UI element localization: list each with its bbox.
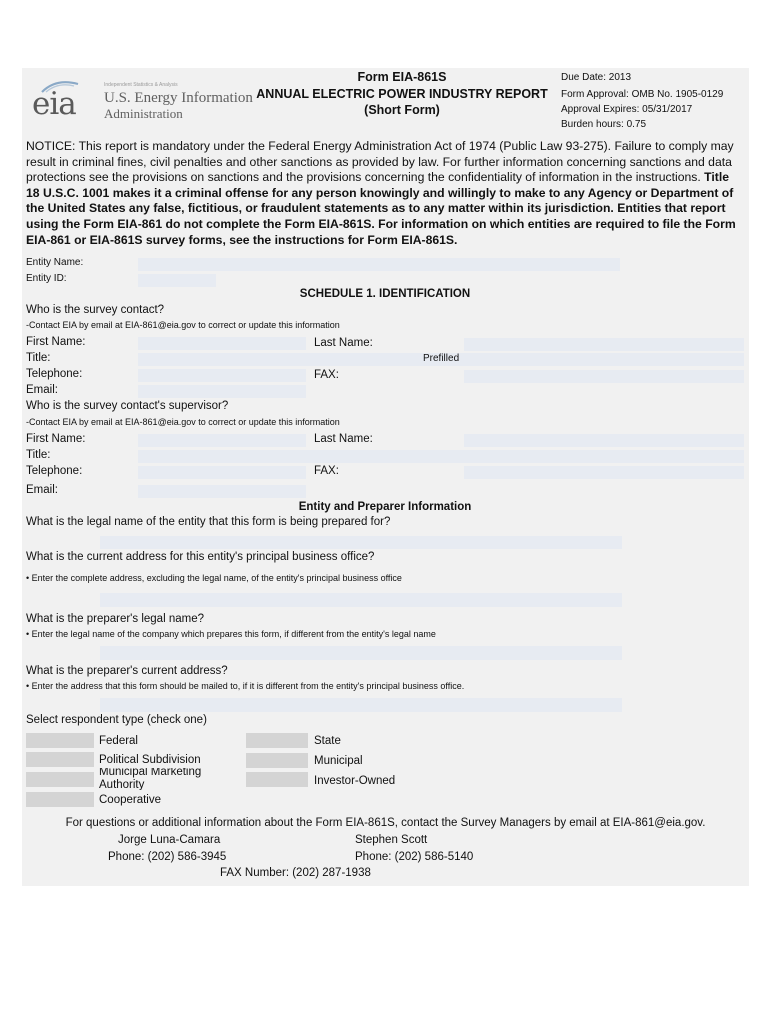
supervisor-first-name-field[interactable] bbox=[138, 434, 306, 447]
option-state: State bbox=[314, 735, 341, 747]
survey-contact-note: -Contact EIA by email at EIA-861@eia.gov to correct or update this information bbox=[26, 320, 340, 330]
contact-telephone-field[interactable] bbox=[138, 369, 306, 382]
prefilled-note: Prefilled bbox=[423, 353, 460, 364]
manager2-phone: Phone: (202) 586-5140 bbox=[355, 851, 474, 863]
supervisor-telephone-field[interactable] bbox=[138, 466, 306, 479]
checkbox-state[interactable] bbox=[246, 733, 308, 748]
preparer-address-field[interactable] bbox=[100, 698, 622, 712]
checkbox-municipal[interactable] bbox=[246, 753, 308, 768]
contact-fax-field[interactable] bbox=[464, 370, 744, 383]
entity-name-label: Entity Name: bbox=[26, 257, 84, 268]
logo-tagline: Independent Statistics & Analysis bbox=[104, 82, 178, 88]
entity-id-label: Entity ID: bbox=[26, 273, 67, 284]
address-field[interactable] bbox=[100, 593, 622, 607]
legal-name-question: What is the legal name of the entity that this form is being prepared for? bbox=[26, 516, 391, 528]
supervisor-fax-label: FAX: bbox=[314, 465, 339, 477]
form-title: ANNUAL ELECTRIC POWER INDUSTRY REPORT bbox=[256, 87, 548, 101]
manager2-name: Stephen Scott bbox=[355, 834, 428, 846]
contact-last-name-label: Last Name: bbox=[314, 337, 373, 349]
contact-first-name-label: First Name: bbox=[26, 336, 86, 348]
supervisor-email-field[interactable] bbox=[138, 485, 306, 498]
contact-first-name-field[interactable] bbox=[138, 337, 306, 350]
preparer-name-field[interactable] bbox=[100, 646, 622, 660]
option-municipal-marketing-authority: Municipal Marketing Authority bbox=[99, 768, 202, 790]
approval-expires: Approval Expires: 05/31/2017 bbox=[561, 104, 693, 115]
checkbox-political-subdivision[interactable] bbox=[26, 752, 94, 767]
supervisor-email-label: Email: bbox=[26, 484, 58, 496]
supervisor-title-field[interactable] bbox=[138, 450, 744, 463]
contact-fax-label: FAX: bbox=[314, 369, 339, 381]
supervisor-question: Who is the survey contact's supervisor? bbox=[26, 400, 229, 412]
schedule-title: SCHEDULE 1. IDENTIFICATION bbox=[299, 288, 471, 300]
respondent-type-label: Select respondent type (check one) bbox=[26, 714, 207, 726]
checkbox-cooperative[interactable] bbox=[26, 792, 94, 807]
burden-hours: Burden hours: 0.75 bbox=[561, 119, 647, 130]
form-subtitle: (Short Form) bbox=[364, 103, 440, 117]
checkbox-federal[interactable] bbox=[26, 733, 94, 748]
supervisor-note: -Contact EIA by email at EIA-861@eia.gov to correct or update this information bbox=[26, 417, 340, 427]
logo-mark: eia bbox=[32, 86, 76, 122]
fax-number: FAX Number: (202) 287-1938 bbox=[220, 867, 371, 879]
address-question: What is the current address for this entity's principal business office? bbox=[26, 551, 375, 563]
preparer-name-question: What is the preparer's legal name? bbox=[26, 613, 204, 625]
preparer-name-note: • Enter the legal name of the company which prepares this form, if different from the entity's legal name bbox=[26, 629, 436, 639]
notice-plain: NOTICE: This report is mandatory under the Federal Energy Administration Act of 1974 (Public Law 93-275). Failure to comply may result in criminal fines, civil penalties and other sanctions as provided by law. For further information concerning sanctions and data protections see the provisions on sanctions and the provisions concerning the confidentiality of information in the instructions. bbox=[26, 139, 734, 185]
contact-email-field[interactable] bbox=[138, 385, 306, 398]
option-political-subdivision: Political Subdivision bbox=[99, 754, 201, 766]
contact-email-label: Email: bbox=[26, 384, 58, 396]
manager1-name: Jorge Luna-Camara bbox=[118, 834, 221, 846]
checkbox-municipal-marketing-authority[interactable] bbox=[26, 772, 94, 787]
supervisor-fax-field[interactable] bbox=[464, 466, 744, 479]
option-municipal: Municipal bbox=[314, 755, 363, 767]
supervisor-last-name-field[interactable] bbox=[464, 434, 744, 447]
contact-last-name-field[interactable] bbox=[464, 338, 744, 351]
contact-title-label: Title: bbox=[26, 352, 51, 364]
logo-line2: Administration bbox=[104, 106, 183, 121]
supervisor-title-label: Title: bbox=[26, 449, 51, 461]
legal-name-field[interactable] bbox=[100, 536, 622, 549]
option-municipal-marketing-clip bbox=[99, 768, 209, 790]
preparer-address-note: • Enter the address that this form should be mailed to, if it is different from the entity's principal business office. bbox=[26, 681, 465, 691]
checkbox-investor-owned[interactable] bbox=[246, 772, 308, 787]
entity-id-field[interactable] bbox=[138, 274, 216, 287]
contact-telephone-label: Telephone: bbox=[26, 368, 83, 380]
preparer-address-question: What is the preparer's current address? bbox=[26, 665, 228, 677]
address-note: • Enter the complete address, excluding the legal name, of the entity's principal business office bbox=[26, 573, 402, 583]
form-number: Form EIA-861S bbox=[357, 70, 447, 84]
supervisor-last-name-label: Last Name: bbox=[314, 433, 373, 445]
option-federal: Federal bbox=[99, 735, 138, 747]
questions-contact-text: For questions or additional information about the Form EIA-861S, contact the Survey Managers by email at EIA-861@eia.gov. bbox=[65, 817, 706, 829]
entity-name-field[interactable] bbox=[138, 258, 620, 271]
logo-line1: U.S. Energy Information bbox=[104, 90, 253, 106]
notice-text bbox=[26, 139, 742, 248]
entity-preparer-title: Entity and Preparer Information bbox=[298, 501, 472, 513]
manager1-phone: Phone: (202) 586-3945 bbox=[108, 851, 227, 863]
form-approval: Form Approval: OMB No. 1905-0129 bbox=[561, 89, 724, 100]
due-date: Due Date: 2013 bbox=[561, 72, 632, 83]
option-investor-owned: Investor-Owned bbox=[314, 775, 396, 787]
notice-bold: Title 18 U.S.C. 1001 makes it a criminal offense for any person knowingly and willingly to make to any Agency or Department of the United States any false, fictitious, or fraudulent statements as to any matter within its jurisdiction. Entities that report using the Form EIA-861 do not complete the Form EIA-861S. For information on which entities are required to file the Form EIA-861 or EIA-861S survey forms, see the instructions for Form EIA-861S. bbox=[26, 170, 736, 247]
supervisor-first-name-label: First Name: bbox=[26, 433, 86, 445]
option-cooperative: Cooperative bbox=[99, 794, 162, 806]
supervisor-telephone-label: Telephone: bbox=[26, 465, 83, 477]
survey-contact-question: Who is the survey contact? bbox=[26, 304, 165, 316]
